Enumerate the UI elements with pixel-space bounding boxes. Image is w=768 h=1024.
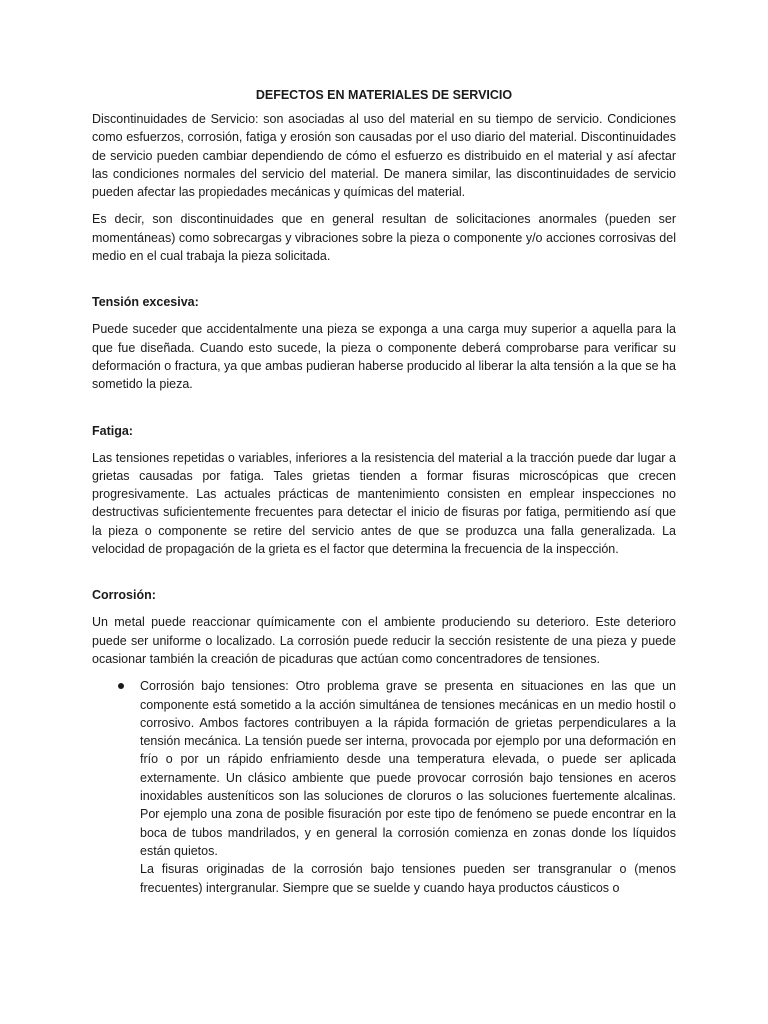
bullet-text-2: La fisuras originadas de la corrosión bajo tensiones pueden ser transgranular o (menos frecuentes) intergranular. Siempre que se suelde y cuando haya productos cáusticos o [140, 862, 676, 895]
spacer [92, 201, 676, 210]
section-heading-tension: Tensión excesiva: [92, 295, 199, 310]
spacer [92, 668, 676, 677]
section-text-tension: Puede suceder que accidentalmente una pieza se exponga a una carga muy superior a aquella para la que fue diseñada. Cuando esto sucede, la pieza o componente deberá comprobarse para verificar su deformación o fractura, ya que ambas pudieran haberse producido al liberar la alta tensión a la que se ha sometido la pieza. [92, 322, 676, 392]
bullet-list [92, 677, 676, 897]
intro-paragraph-1: Discontinuidades de Servicio: son asociadas al uso del material en su tiempo de servicio. Condiciones como esfuerzos, corrosión, fatiga y erosión son causadas por el uso diario del material. Discontinuidades de servicio pueden cambiar dependiendo de cómo el esfuerzo es distribuido en el material y así afectar las condiciones normales del servicio del material. De manera similar, las discontinuidades de servicio pueden afectar las propiedades mecánicas y químicas del material. [92, 112, 676, 200]
list-item [140, 677, 676, 897]
spacer [92, 558, 676, 586]
document-page [92, 86, 676, 897]
section-text-corrosion: Un metal puede reaccionar químicamente con el ambiente produciendo su deterioro. Este deterioro puede ser uniforme o localizado. La corrosión puede reducir la sección resistente de una pieza y puede ocasionar también la creación de picaduras que actúan como concentradores de tensiones. [92, 615, 676, 666]
bullet-text-1: Corrosión bajo tensiones: Otro problema grave se presenta en situaciones en las que un componente está sometido a la acción simultánea de tensiones mecánicas en un medio hostil o corrosivo. Ambos factores contribuyen a la rápida formación de grietas perpendiculares a la tensión mecánica. La tensión puede ser interna, provocada por ejemplo por una deformación en frío o por un rápido enfriamiento desde una temperatura elevada, o puede ser aplicada externamente. Un clásico ambiente que puede provocar corrosión bajo tensiones en aceros inoxidables austeníticos son las soluciones de cloruros o las soluciones fuertemente alcalinas. Por ejemplo una zona de posible fisuración por este tipo de fenómeno se puede encontrar en la boca de tubos mandrilados, y en general la corrosión comienza en zonas donde los líquidos están quietos. [140, 679, 676, 858]
section-heading-corrosion: Corrosión: [92, 588, 156, 603]
section-heading-fatiga: Fatiga: [92, 423, 133, 438]
document-title: DEFECTOS EN MATERIALES DE SERVICIO [255, 88, 513, 102]
spacer [92, 394, 676, 422]
section-text-fatiga: Las tensiones repetidas o variables, inferiores a la resistencia del material a la tracción puede dar lugar a grietas causadas por fatiga. Tales grietas tienden a formar fisuras microscópicas que crecen progresivamente. Las actuales prácticas de mantenimiento consisten en emplear inspecciones no destructivas suficientemente frecuentes para detectar el inicio de fisuras por fatiga, permitiendo así que la pieza o componente se retire del servicio antes de que se produzca una falla generalizada. La velocidad de propagación de la grieta es el factor que determina la frecuencia de la inspección. [92, 450, 676, 557]
spacer [92, 265, 676, 293]
intro-paragraph-2: Es decir, son discontinuidades que en general resultan de solicitaciones anormales (pueden ser momentáneas) como sobrecargas y vibraciones sobre la pieza o componente y/o acciones corrosivas del medio en el cual trabaja la pieza solicitada. [92, 212, 676, 264]
bullet-icon [118, 683, 124, 689]
